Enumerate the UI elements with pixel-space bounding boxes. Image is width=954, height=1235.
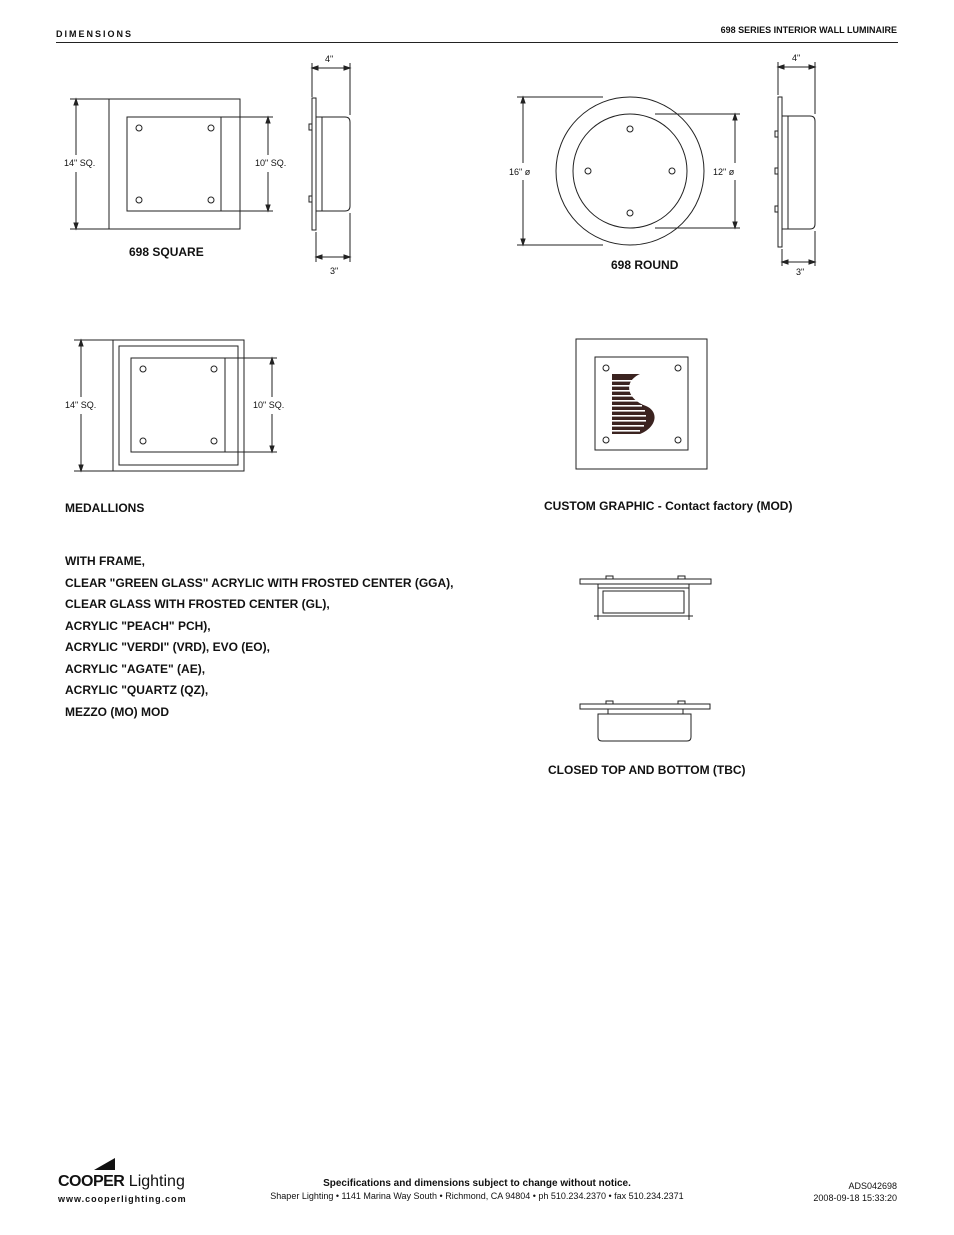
product-title: 698 SERIES INTERIOR WALL LUMINAIRE — [720, 25, 897, 35]
square-width-dim: 4" — [325, 54, 334, 64]
frame-side-view — [580, 576, 711, 620]
round-side-view — [775, 62, 815, 266]
medallion-inner-dim: 10" SQ. — [253, 400, 285, 410]
square-inner-dim: 10" SQ. — [255, 158, 287, 168]
option-item: ACRYLIC "PEACH" PCH), — [65, 618, 211, 633]
custom-graphic-label: CUSTOM GRAPHIC - Contact factory (MOD) — [544, 499, 793, 513]
option-item: ACRYLIC "VERDI" (VRD), EVO (EO), — [65, 640, 270, 654]
brand-url[interactable]: www.cooperlighting.com — [58, 1194, 187, 1204]
option-item: CLEAR GLASS WITH FROSTED CENTER (GL), — [65, 597, 330, 611]
option-item: CLEAR "GREEN GLASS" ACRYLIC WITH FROSTED CENTER (GGA), — [65, 575, 454, 590]
round-front-view — [517, 97, 740, 245]
footer-address: Shaper Lighting • 1141 Marina Way South • Richmond, CA 94804 • ph 510.234.2370 • fax 510.234.2371 — [270, 1191, 684, 1201]
square-height-dim: 14" SQ. — [64, 158, 96, 168]
section-title: DIMENSIONS — [56, 29, 134, 39]
medallion-front-view — [74, 340, 277, 471]
brand-rest: Lighting — [124, 1173, 185, 1190]
option-item: MEZZO (MO) MOD — [65, 704, 169, 719]
medallions-label: MEDALLIONS — [65, 501, 145, 515]
round-label: 698 ROUND — [611, 258, 679, 272]
tbc-label: CLOSED TOP AND BOTTOM (TBC) — [548, 763, 746, 777]
option-item: WITH FRAME, — [65, 554, 145, 568]
doc-timestamp: 2008-09-18 15:33:20 — [813, 1193, 897, 1203]
option-item: ACRYLIC "AGATE" (AE), — [65, 661, 206, 676]
medallion-height-dim: 14" SQ. — [65, 400, 97, 410]
square-depth-dim: 3" — [330, 266, 339, 276]
option-item: ACRYLIC "QUARTZ (QZ), — [65, 683, 209, 697]
round-width-dim: 4" — [792, 53, 801, 63]
doc-id: ADS042698 — [848, 1181, 897, 1191]
footer-notice: Specifications and dimensions subject to change without notice. — [323, 1178, 631, 1189]
round-outer-dim: 16" ø — [509, 167, 531, 177]
options-list — [65, 551, 454, 723]
tbc-side-view — [580, 701, 710, 741]
square-front-view — [70, 99, 273, 229]
square-side-view — [309, 63, 350, 262]
square-label: 698 SQUARE — [129, 245, 204, 259]
round-depth-dim: 3" — [796, 267, 805, 277]
custom-graphic-logo — [612, 374, 670, 434]
brand-bold: COOPER — [58, 1173, 125, 1190]
round-inner-dim: 12" ø — [713, 167, 735, 177]
footer-doc-info — [813, 1180, 897, 1204]
